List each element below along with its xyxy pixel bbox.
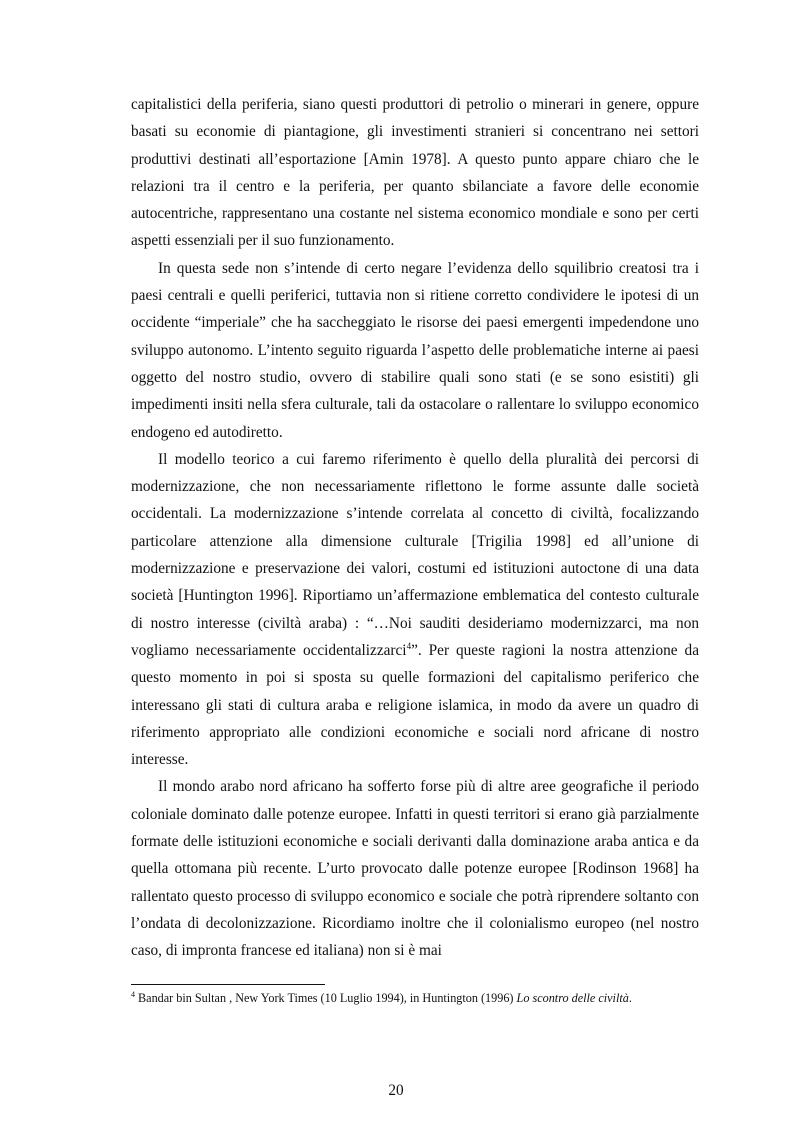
paragraph-2: In questa sede non s’intende di certo negare l’evidenza dello squilibrio creatosi tra i paesi centrali e quelli periferici, tuttavia non si ritiene corretto condividere le ipotesi di un occidente “imperiale” che ha saccheggiato le risorse dei paesi emergenti impedendone uno sviluppo autonomo. L’intento seguito riguarda l’aspetto delle problematiche interne ai paesi oggetto del nostro studio, ovvero di stabilire quali sono stati (e se sono esistiti) gli impedimenti insiti nella sfera culturale, tali da ostacolare o rallentare lo sviluppo economico endogeno ed autodiretto. [131,259,699,441]
page-number: 20 [388,1082,404,1099]
paragraph-3-text: Il modello teorico a cui faremo riferimento è quello della pluralità dei percorsi di modernizzazione, che non necessariamente riflettono le forme assunte dalle società occidentali. La modernizzazione s’intende correlata al concetto di civiltà, focalizzando particolare attenzione alla dimensione culturale [Trigilia 1998] ed all’unione di modernizzazione e preservazione dei valori, costumi ed istituzioni autoctone di una data società [Huntington 1996]. Riportiamo un’affermazione emblematica del contesto culturale di nostro interesse (civiltà araba) : “…Noi sauditi desideriamo modernizzarci, ma non vogliamo necessariamente occidentalizzarci [131,450,699,659]
footnote-book-title: Lo scontro delle civiltà [516,991,629,1005]
footnote [131,990,731,1006]
paragraph-4: Il mondo arabo nord africano ha sofferto forse più di altre aree geografiche il periodo coloniale dominato dalle potenze europee. Infatti in questi territori si erano già parzialmente formate delle istituzioni economiche e sociali derivanti dalla dominazione araba antica e da quella ottomana più recente. L’urto provocato dalle potenze europee [Rodinson 1968] ha rallentato questo processo di sviluppo economico e sociale che potrà riprendere soltanto con l’ondata di decolonizzazione. Ricordiamo inoltre che il colonialismo europeo (nel nostro caso, di impronta francese ed italiana) non si è mai [131,778,699,960]
footnote-end: . [628,991,632,1005]
body-text [131,91,699,965]
paragraph-3 [131,446,699,774]
footnote-divider [131,984,325,985]
paragraph-3-continuation: ”. Per queste ragioni la nostra attenzione da questo momento in poi si sposta su quelle formazioni del capitalismo periferico che interessano gli stati di cultura araba e religione islamica, in modo da avere un quadro di riferimento appropriato alle condizioni economiche e sociali nord africane di nostro interesse. [131,641,699,769]
footnote-reference: 4 [406,640,412,651]
footnote-text: Bandar bin Sultan , New York Times (10 Luglio 1994), in Huntington (1996) [135,991,517,1005]
footnote-number: 4 [131,989,135,999]
paragraph-1: capitalistici della periferia, siano questi produttori di petrolio o minerari in genere, oppure basati su economie di piantagione, gli investimenti stranieri si concentrano nei settori produttivi destinati all’esportazione [Amin 1978]. A questo punto appare chiaro che le relazioni tra il centro e la periferia, per quanto sbilanciate a favore delle economie autocentriche, rappresentano una costante nel sistema economico mondiale e sono per certi aspetti essenziali per il suo funzionamento. [131,96,699,250]
